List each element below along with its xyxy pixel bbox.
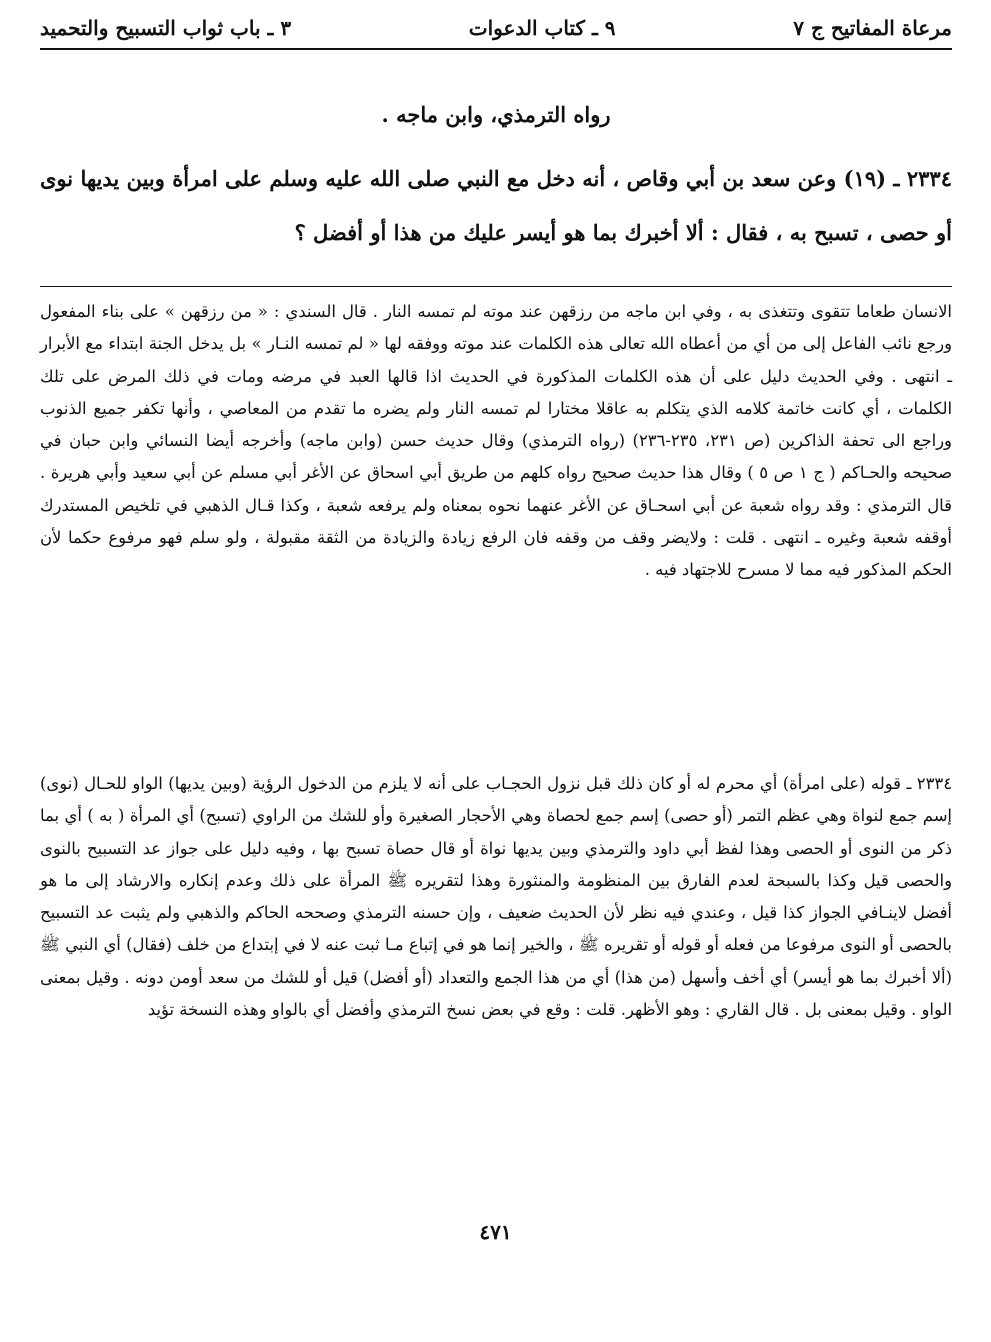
- running-header: [40, 10, 952, 46]
- explanation-paragraph: ٢٣٣٤ ـ قوله (على امرأة) أي محرم له أو كان ذلك قبل نزول الحجـاب على أنه لا يلزم من الدخول الرؤية (وبين يديها) الواو للحـال (نوى) إسم جمع لنواة وهي عظم التمر (أو حصى) إسم جمع لحصاة وهي الأحجار الصغيرة وأو للشك من الراوي (تسبح) أي المرأة ( به ) أي بما ذكر من النوى أو الحصى وهذا لفظ أبي داود والترمذي وبين يديها نواة أو قال حصاة تسبح بها ، وفيه دليل على جواز عد التسبيح بالنوى والحصى قيل وكذا بالسبحة لعدم الفارق بين المنظومة والمنثورة وهذا لتقريره ﷺ المرأة على ذلك وعدم إنكاره والارشاد إلى ما هو أفضل لاينـافي الجواز كذا قيل ، وعندي فيه نظر لأن الحديث ضعيف ، وإن حسنه الترمذي وصححه الحاكم والذهبي ولم يثبت عد التسبيح بالحصى أو النوى مرفوعا من فعله أو قوله أو تقريره ﷺ ، والخير إنما هو في إتباع مـا ثبت عنه لا في إبتداع من خلف (فقال) أي النبي ﷺ (ألا أخبرك بما هو أيسر) أي أخف وأسهل (من هذا) أي من هذا الجمع والتعداد (أو أفضل) قيل أو للشك من سعد أومن دونه . وقيل بمعنى الواو . وقيل بمعنى بل . قال القاري : وهو الأظهر. قلت : وقع في بعض نسخ الترمذي وأفضل أي بالواو وهذه النسخة تؤيد: [40, 774, 952, 1020]
- header-divider: [40, 48, 952, 50]
- hadith-attribution-line: رواه الترمذي، وابن ماجه .: [381, 102, 611, 127]
- commentary-paragraph: الانسان طعاما تتقوى وتتغذى به ، وفي ابن ماجه من رزقهن عند موته لم تمسه النار . قال السندي : « من رزقهن » على بناء المفعول ورجع نائب الفاعل إلى من أي من أعطاه الله تعالى هذه الكلمات عند موته ووفقه لها « لم تمسه النـار » بل يدخل الجنة ابتداء مع الأبرار ـ انتهى . وفي الحديث دليل على أن هذه الكلمات المذكورة في الحديث اذا قالها العبد في مرضه ومات في ذلك المرض على تلك الكلمات ، أي كانت خاتمة كلامه الذي يتكلم به عاقلا مختارا لم تمسه النار ولم يضره ما تقدم من المعاصي ، وأنها تكفر جميع الذنوب وراجع الى تحفة الذاكرين (ص ٢٣١، ٢٣٥-٢٣٦) (رواه الترمذي) وقال حديث حسن (وابن ماجه) وأخرجه أيضا النسائي وابن حبان في صحيحه والحـاكم ( ج ١ ص ٥ ) وقال هذا حديث صحيح رواه كلهم من طريق أبي اسحاق عن الأغر أبي مسلم عن أبي سعيد وأبي هريرة . قال الترمذي : وقد رواه شعبة عن أبي اسحـاق عن الأغر عنهما نحوه بمعناه ولم يرفعه شعبة ، وكذا قـال الذهبي في تلخيص المستدرك أوقفه شعبة وغيره ـ انتهى . قلت : ولايضر وقف من وقفه فان الرفع زيادة والزيادة من الثقة مقبولة ، ولو سلم فهو مرفوع حكما لأن الحكم المذكور فيه مما لا مسرح للاجتهاد فيه .: [40, 302, 952, 580]
- header-chapter: ٩ ـ كتاب الدعوات: [468, 16, 616, 40]
- page-number: ٤٧١: [479, 1220, 512, 1244]
- header-book-volume: مرعاة المفاتيح ج ٧: [793, 16, 952, 40]
- header-section: ٣ ـ باب ثواب التسبيح والتحميد: [40, 16, 292, 40]
- section-divider: [40, 286, 952, 287]
- hadith-text: ٢٣٣٤ ـ (١٩) وعن سعد بن أبي وقاص ، أنه دخل مع النبي صلى الله عليه وسلم على امرأة وبين يديها نوى أو حصى ، تسبح به ، فقال : ألا أخبرك بما هو أيسر عليك من هذا أو أفضل ؟: [40, 166, 952, 245]
